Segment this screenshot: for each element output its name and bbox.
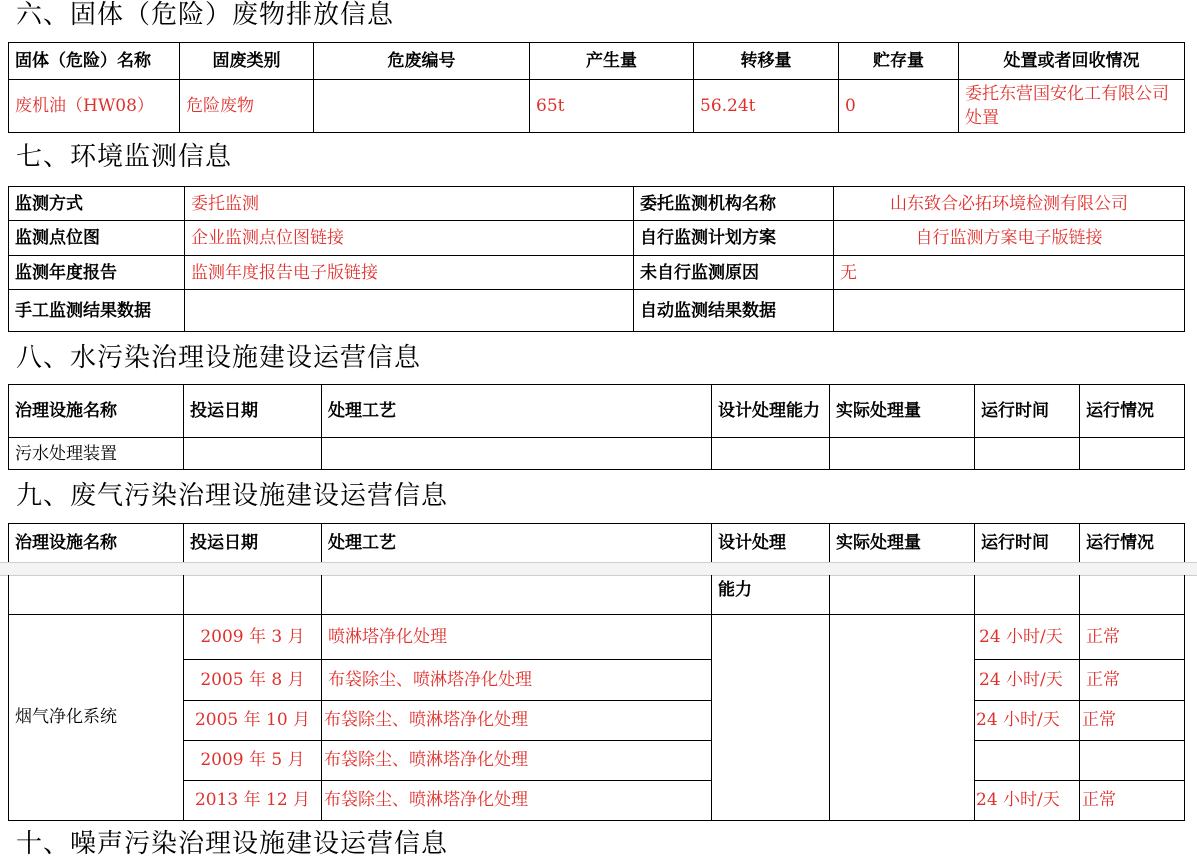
water-run-status: [1080, 438, 1185, 470]
header-design-capacity: 设计处理能力: [712, 385, 830, 438]
label-monitoring-points: 监测点位图: [9, 221, 185, 256]
empty-cell: [322, 575, 712, 614]
page-break-gap: [0, 562, 1197, 576]
gas-actual-amount: [830, 614, 975, 820]
generated-amount: 65t: [530, 80, 694, 133]
gas-row: [9, 700, 1185, 740]
gas-run-time: 24 小时/天: [975, 780, 1080, 820]
gas-run-status: 正常: [1080, 659, 1185, 700]
header-run-time: 运行时间: [975, 524, 1080, 563]
auto-results: [834, 290, 1185, 332]
label-no-self-monitoring-reason: 未自行监测原因: [634, 256, 834, 290]
section-6-title: 六、固体（危险）废物排放信息: [16, 0, 395, 30]
label-monitoring-agency: 委托监测机构名称: [634, 187, 834, 221]
monitoring-row: [9, 256, 1185, 290]
self-monitoring-plan-link[interactable]: 自行监测方案电子版链接: [834, 221, 1185, 256]
header-disposal: 处置或者回收情况: [959, 43, 1185, 80]
header-facility-name: 治理设施名称: [9, 385, 184, 438]
header-waste-name: 固体（危险）名称: [9, 43, 180, 80]
header-transferred-amount: 转移量: [694, 43, 839, 80]
header-stored-amount: 贮存量: [839, 43, 959, 80]
annual-report-link[interactable]: 监测年度报告电子版链接: [185, 256, 634, 290]
solid-waste-row: [9, 80, 1185, 133]
gas-commission-date: 2005 年 8 月: [184, 659, 322, 700]
header-process: 处理工艺: [322, 385, 712, 438]
monitoring-row: [9, 187, 1185, 221]
water-row: [9, 438, 1185, 470]
waste-code: [314, 80, 530, 133]
water-header-row: [9, 385, 1185, 438]
monitoring-row: [9, 221, 1185, 256]
monitoring-points-link[interactable]: 企业监测点位图链接: [185, 221, 634, 256]
empty-cell: [830, 575, 975, 614]
label-monitoring-method: 监测方式: [9, 187, 185, 221]
manual-results: [185, 290, 634, 332]
monitoring-method: 委托监测: [185, 187, 634, 221]
gas-process: 布袋除尘、喷淋塔净化处理: [322, 780, 712, 820]
monitoring-table: [8, 186, 1185, 332]
header-run-time: 运行时间: [975, 385, 1080, 438]
header-run-status: 运行情况: [1080, 385, 1185, 438]
gas-row: [9, 659, 1185, 700]
section-7-title: 七、环境监测信息: [16, 142, 233, 172]
gas-commission-date: 2009 年 3 月: [184, 614, 322, 659]
header-run-status: 运行情况: [1080, 524, 1185, 563]
header-commission-date: 投运日期: [184, 524, 322, 563]
label-auto-results: 自动监测结果数据: [634, 290, 834, 332]
monitoring-agency: 山东致合必拓环境检测有限公司: [834, 187, 1185, 221]
header-actual-amount: 实际处理量: [830, 524, 975, 563]
gas-row: [9, 740, 1185, 780]
gas-design-capacity: [712, 614, 830, 820]
gas-commission-date: 2005 年 10 月: [184, 700, 322, 740]
gas-facility-name: 烟气净化系统: [9, 614, 184, 820]
header-facility-name: 治理设施名称: [9, 524, 184, 563]
disposal-method: 委托东营国安化工有限公司处置: [959, 80, 1185, 133]
gas-commission-date: 2013 年 12 月: [184, 780, 322, 820]
gas-commission-date: 2009 年 5 月: [184, 740, 322, 780]
water-process: [322, 438, 712, 470]
section-9-title: 九、废气污染治理设施建设运营信息: [16, 481, 449, 511]
header-generated-amount: 产生量: [530, 43, 694, 80]
gas-treatment-table: [8, 575, 1185, 821]
gas-run-time: 24 小时/天: [975, 700, 1080, 740]
header-waste-code: 危废编号: [314, 43, 530, 80]
water-design-capacity: [712, 438, 830, 470]
gas-run-status: [1080, 740, 1185, 780]
label-self-monitoring-plan: 自行监测计划方案: [634, 221, 834, 256]
solid-waste-table: [8, 42, 1185, 133]
monitoring-row: [9, 290, 1185, 332]
waste-category: 危险废物: [180, 80, 314, 133]
transferred-amount: 56.24t: [694, 80, 839, 133]
gas-treatment-header-table: [8, 523, 1185, 563]
empty-cell: [9, 575, 184, 614]
waste-name: 废机油（HW08）: [9, 80, 180, 133]
water-run-time: [975, 438, 1080, 470]
gas-row: [9, 614, 1185, 659]
header-actual-amount: 实际处理量: [830, 385, 975, 438]
gas-process: 布袋除尘、喷淋塔净化处理: [322, 740, 712, 780]
empty-cell: [184, 575, 322, 614]
water-actual-amount: [830, 438, 975, 470]
section-8-title: 八、水污染治理设施建设运营信息: [16, 343, 422, 373]
header-waste-category: 固废类别: [180, 43, 314, 80]
section-10-title: 十、噪声污染治理设施建设运营信息: [16, 829, 449, 859]
gas-process: 布袋除尘、喷淋塔净化处理: [322, 659, 712, 700]
gas-run-time: 24 小时/天: [975, 659, 1080, 700]
gas-run-time: [975, 740, 1080, 780]
label-manual-results: 手工监测结果数据: [9, 290, 185, 332]
gas-header-row: [9, 524, 1185, 563]
gas-process: 喷淋塔净化处理: [322, 614, 712, 659]
solid-waste-header-row: [9, 43, 1185, 80]
header-design-capacity-continued: 能力: [712, 575, 830, 614]
stored-amount: 0: [839, 80, 959, 133]
header-commission-date: 投运日期: [184, 385, 322, 438]
gas-process: 布袋除尘、喷淋塔净化处理: [322, 700, 712, 740]
header-design-capacity: 设计处理: [712, 524, 830, 563]
label-annual-report: 监测年度报告: [9, 256, 185, 290]
water-commission-date: [184, 438, 322, 470]
gas-run-status: 正常: [1080, 780, 1185, 820]
gas-run-time: 24 小时/天: [975, 614, 1080, 659]
empty-cell: [1080, 575, 1185, 614]
gas-run-status: 正常: [1080, 700, 1185, 740]
water-treatment-table: [8, 384, 1185, 470]
empty-cell: [975, 575, 1080, 614]
water-facility-name: 污水处理装置: [9, 438, 184, 470]
no-self-monitoring-reason: 无: [834, 256, 1185, 290]
gas-continued-row: [9, 575, 1185, 614]
header-process: 处理工艺: [322, 524, 712, 563]
gas-run-status: 正常: [1080, 614, 1185, 659]
gas-row: [9, 780, 1185, 820]
